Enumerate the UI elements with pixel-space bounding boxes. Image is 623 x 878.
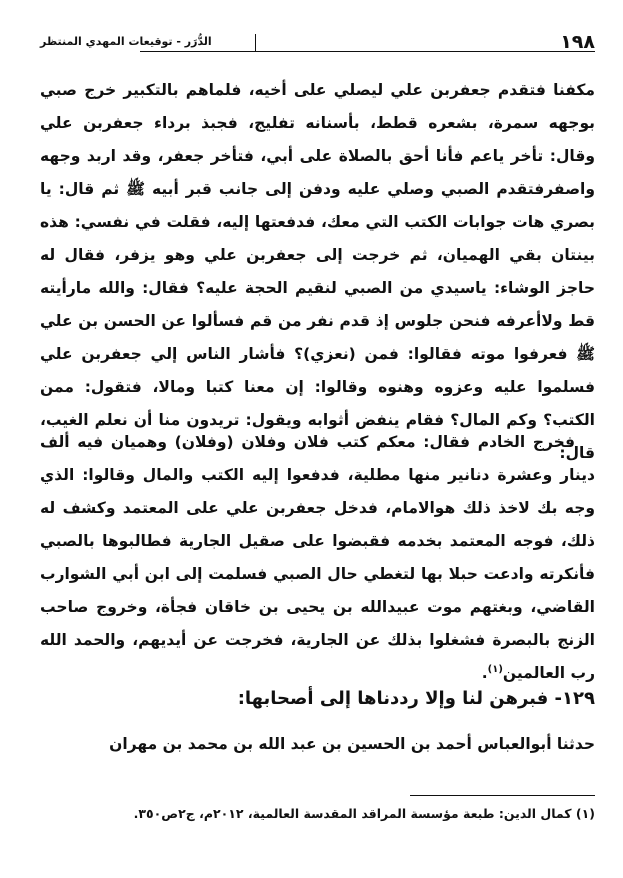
footnote-reference[interactable]: (١): [487, 663, 503, 675]
running-title: الدُّرَر - توقيعات المهدي المنتظر: [40, 35, 212, 48]
paragraph-2: [40, 426, 595, 690]
paragraph-1: مكفنا فتقدم جعفربن علي ليصلي على أخيه، فلماهم بالتكبير خرج صبي بوجهه سمرة، بشعره قطط، بأسنانه تفليج، فجبذ برداء جعفربن علي وقال: تأخر ياعم فأنا أحق بالصلاة على أبي، فتأخر جعفر، وقد اربد وجهه واصفرفتقدم الصبي وصلي عليه ودفن إلى جانب قبر أبيه ﷺ ثم قال: يا بصري هات جوابات الكتب التي معك، فدفعتها إليه، فقلت في نفسي: هذه بينتان بقي الهميان، ثم خرجت إلى جعفربن علي وهو يزفر، فقال له حاجز الوشاء: ياسيدي من الصبي لنقيم الحجة عليه؟ فقال: والله مارأيته قط ولاأعرفه فنحن جلوس إذ قدم نفر من قم فسألوا عن الحسن بن علي ﷺ فعرفوا موته فقالوا: فمن (نعزي)؟ فأشار الناس إلي جعفربن علي فسلموا عليه وعزوه وهنوه وقالوا: إن معنا كتبا ومالا، فتقول: ممن الكتب؟ وكم المال؟ فقام ينفض أثوابه ويقول: تريدون منا أن نعلم الغيب، قال:: [40, 81, 595, 462]
page-header: [40, 30, 595, 60]
page-number: ١٩٨: [560, 31, 595, 53]
footnote: [40, 804, 595, 824]
header-rule: [140, 51, 595, 52]
footnote-text: كمال الدين: طبعة مؤسسة المراقد المقدسة العالمية، ٢٠١٢م، ج٢ص٣٥٠.: [133, 806, 572, 821]
paragraph-2-end: .: [481, 664, 488, 682]
header-separator: [255, 34, 256, 52]
paragraph-2-text: فخرج الخادم فقال: معكم كتب فلان وفلان (وفلان) وهميان فيه ألف دينار وعشرة دنانير منها مطلية، فدفعوا إليه الكتب والمال وقالوا: الذي وجه بك لاخذ ذلك هوالامام، فدخل جعفربن علي على المعتمد وكشف له ذلك، فوجه المعتمد بخدمه فقبضوا على صقيل الجارية فطالبوها بالصبي فأنكرته وادعت حبلا بها لتغطي حال الصبي فسلمت إلى ابن أبي الشوارب القاضي، وبغتهم موت عبيدالله بن يحيى بن خاقان فجأة، وخروج صاحب الزنج بالبصرة فشغلوا بذلك عن الجارية، فخرجت عن أيديهم، والحمد الله رب العالمين: [40, 433, 595, 682]
section-heading: ١٢٩- فبرهن لنا وإلا رددناها إلى أصحابها:: [237, 688, 595, 709]
paragraph-3: حدثنا أبوالعباس أحمد بن الحسين بن عبد الله بن محمد بن مهران: [109, 735, 595, 753]
footnote-number: (١): [575, 806, 595, 821]
footnote-rule: [410, 795, 595, 796]
